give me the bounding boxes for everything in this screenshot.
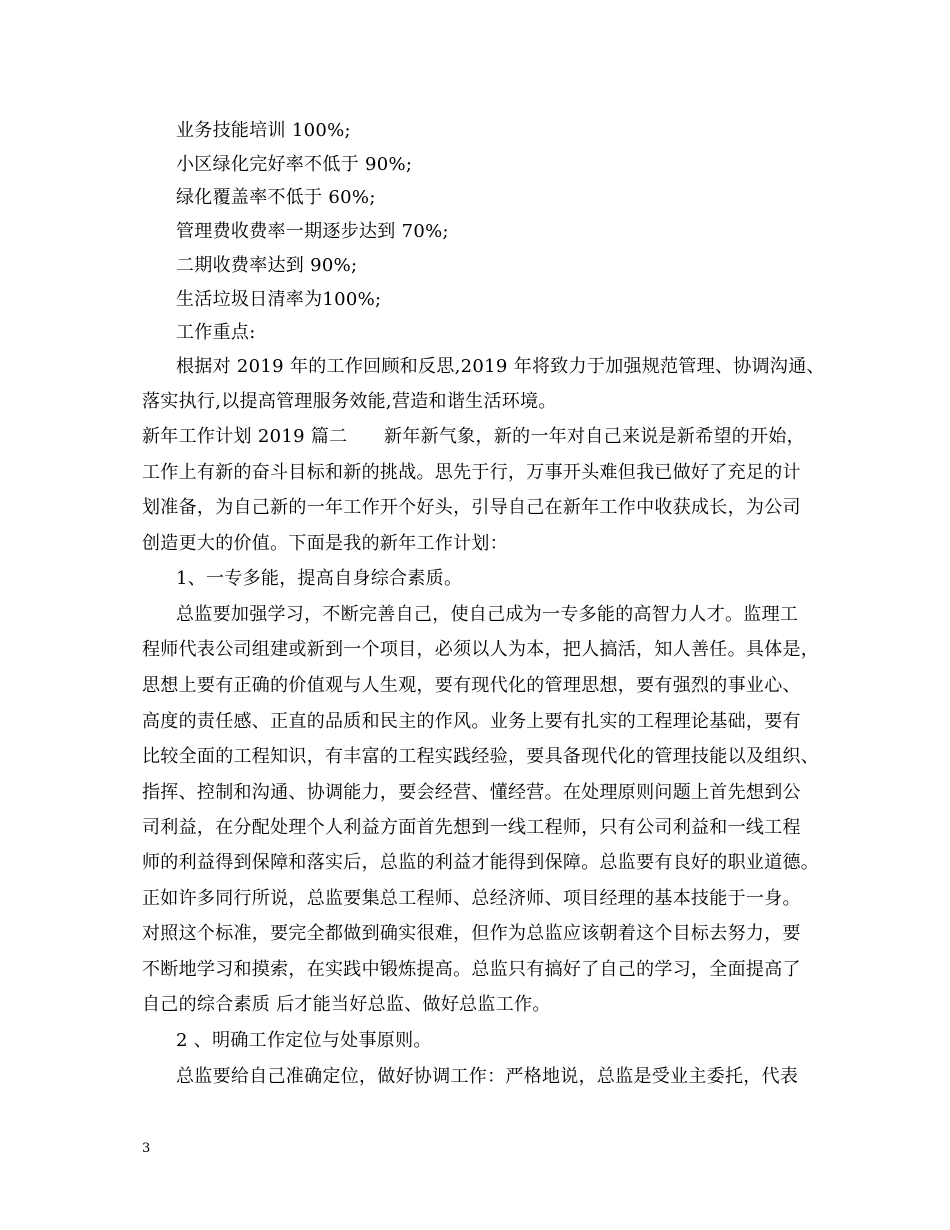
text-line: 自己的综合素质 后才能当好总监、做好总监工作。 [142, 994, 551, 1015]
text-line: 绿化覆盖率不低于 60%; [176, 187, 376, 208]
section-heading: 工作重点: [176, 322, 256, 343]
text-line: 正如许多同行所说，总监要集总工程师、总经济师、项目经理的基本技能于一身。 [142, 888, 801, 909]
page-number: 3 [142, 1141, 151, 1156]
text-line: 二期收费率达到 90%; [176, 255, 358, 276]
text-line: 程师代表公司组建或新到一个项目，必须以人为本，把人搞活，知人善任。具体是， [142, 639, 820, 660]
text-line: 工作上有新的奋斗目标和新的挑战。思先于行，万事开头难但我已做好了充足的计 [142, 462, 801, 483]
numbered-heading: 1、一专多能，提高自身综合素质。 [176, 568, 463, 589]
text-line: 创造更大的价值。下面是我的新年工作计划： [142, 533, 508, 554]
text-line: 总监要给自己准确定位，做好协调工作：严格地说，总监是受业主委托，代表 [176, 1066, 799, 1087]
text-line: 指挥、控制和沟通、协调能力，要会经营、懂经营。在处理原则问题上首先想到公 [142, 782, 801, 803]
text-line: 司利益，在分配处理个人利益方面首先想到一线工程师，只有公司利益和一线工程 [142, 817, 801, 838]
text-line: 落实执行,以提高管理服务效能,营造和谐生活环境。 [142, 391, 557, 412]
text-line: 管理费收费率一期逐步达到 70%; [176, 221, 449, 242]
text-line: 划准备，为自己新的一年工作开个好头，引导自己在新年工作中收获成长，为公司 [142, 497, 801, 518]
numbered-heading: 2 、明确工作定位与处事原则。 [176, 1030, 432, 1051]
text-line: 小区绿化完好率不低于 90%; [176, 154, 413, 175]
text-line: 高度的责任感、正直的品质和民主的作风。业务上要有扎实的工程理论基础，要有 [142, 711, 801, 732]
text-line: 师的利益得到保障和落实后，总监的利益才能得到保障。总监要有良好的职业道德。 [142, 852, 820, 873]
text-line: 比较全面的工程知识，有丰富的工程实践经验，要具备现代化的管理技能以及组织、 [142, 746, 820, 767]
text-line: 业务技能培训 100%; [176, 120, 351, 141]
text-line: 思想上要有正确的价值观与人生观，要有现代化的管理思想，要有强烈的事业心、 [142, 675, 801, 696]
text-line: 总监要加强学习，不断完善自己，使自己成为一专多能的高智力人才。监理工 [176, 604, 799, 625]
text-line: 根据对 2019 年的工作回顾和反思,2019 年将致力于加强规范管理、协调沟通、 [176, 356, 825, 377]
text-line: 不断地学习和摸索，在实践中锻炼提高。总监只有搞好了自己的学习，全面提高了 [142, 959, 801, 980]
text-line: 新年工作计划 2019 篇二 新年新气象，新的一年对自己来说是新希望的开始， [142, 426, 805, 447]
text-line: 生活垃圾日清率为100%; [176, 289, 382, 310]
text-line: 对照这个标准，要完全都做到确实很难，但作为总监应该朝着这个目标去努力，要 [142, 923, 801, 944]
